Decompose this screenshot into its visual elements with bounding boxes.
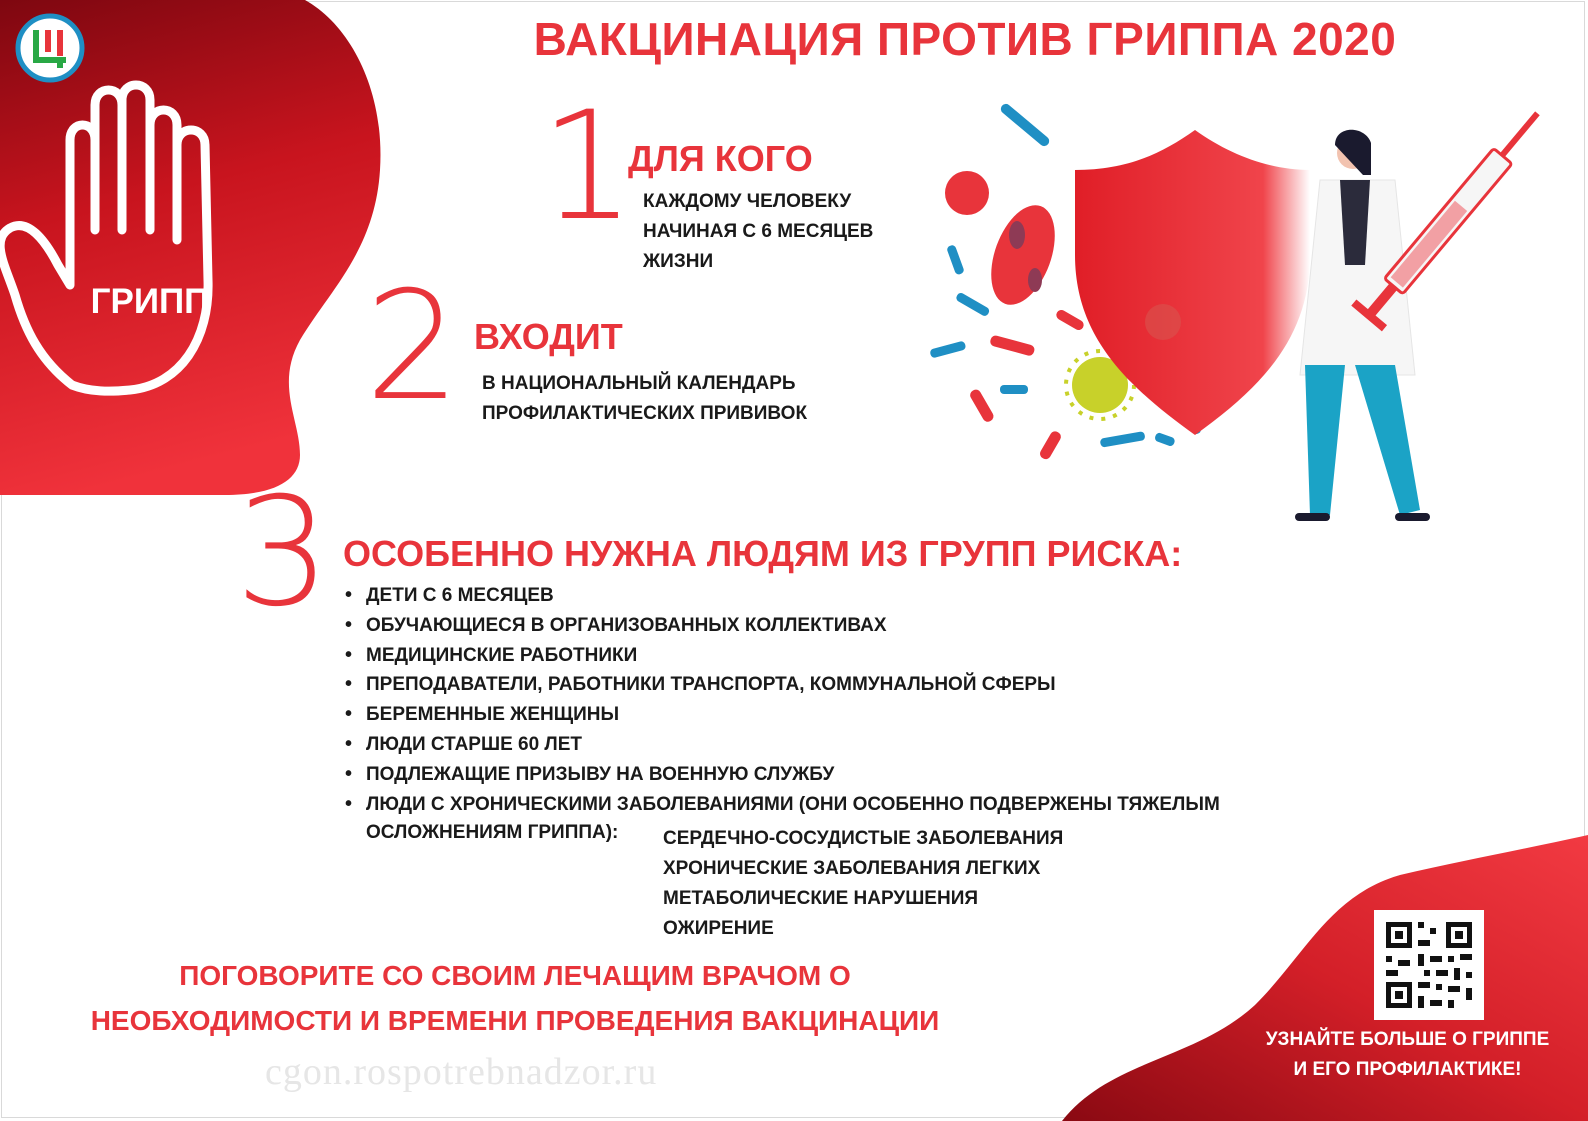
qr-code[interactable] — [1374, 910, 1484, 1020]
section-2-line: В НАЦИОНАЛЬНЫЙ КАЛЕНДАРЬ — [482, 373, 796, 394]
section-2-number: 2 — [365, 260, 461, 434]
section-1-number: 1 — [540, 80, 636, 254]
doctor-shield-syringe-illustration — [925, 75, 1575, 530]
list-item: • ПОДЛЕЖАЩИЕ ПРИЗЫВУ НА ВОЕННУЮ СЛУЖБУ — [345, 760, 1220, 790]
stop-hand-icon — [0, 80, 250, 400]
cta-line: ПОГОВОРИТЕ СО СВОИМ ЛЕЧАЩИМ ВРАЧОМ О — [179, 960, 851, 991]
learn-more-line: УЗНАЙТЕ БОЛЬШЕ О ГРИППЕ — [1265, 1029, 1550, 1050]
cta-line: НЕОБХОДИМОСТИ И ВРЕМЕНИ ПРОВЕДЕНИЯ ВАКЦИНАЦИИ — [90, 1005, 940, 1036]
page-title: ВАКЦИНАЦИЯ ПРОТИВ ГРИППА 2020 — [533, 13, 1397, 65]
call-to-action — [30, 953, 1000, 1043]
section-1-text — [643, 187, 873, 277]
list-item: • ЛЮДИ С ХРОНИЧЕСКИМИ ЗАБОЛЕВАНИЯМИ (ОНИ ОСОБЕННО ПОДВЕРЖЕНЫ ТЯЖЕЛЫМ — [345, 790, 1220, 820]
learn-more-line: И ЕГО ПРОФИЛАКТИКЕ! — [1293, 1059, 1522, 1080]
qr-code-icon — [1374, 910, 1484, 1020]
bacteria-red — [945, 171, 1085, 461]
section-2-heading: ВХОДИТ — [474, 316, 623, 357]
section-1-heading: ДЛЯ КОГО — [628, 138, 813, 179]
hand-label: ГРИПП — [90, 282, 210, 321]
section-3-number: 3 — [235, 466, 331, 640]
list-item: • ДЕТИ С 6 МЕСЯЦЕВ — [345, 581, 1220, 611]
list-item: • ЛЮДИ СТАРШЕ 60 ЛЕТ — [345, 730, 1220, 760]
center-logo-icon — [14, 12, 86, 84]
list-item: ХРОНИЧЕСКИЕ ЗАБОЛЕВАНИЯ ЛЕГКИХ — [663, 858, 1041, 879]
chronic-disease-list — [663, 824, 1063, 944]
list-item: • ПРЕПОДАВАТЕЛИ, РАБОТНИКИ ТРАНСПОРТА, КОММУНАЛЬНОЙ СФЕРЫ — [345, 670, 1220, 700]
list-item: МЕТАБОЛИЧЕСКИЕ НАРУШЕНИЯ — [663, 888, 979, 909]
section-2-text — [482, 369, 807, 429]
list-item: СЕРДЕЧНО-СОСУДИСТЫЕ ЗАБОЛЕВАНИЯ — [663, 828, 1064, 849]
list-item: • МЕДИЦИНСКИЕ РАБОТНИКИ — [345, 641, 1220, 671]
learn-more-text — [1235, 1025, 1580, 1085]
list-item: • ОБУЧАЮЩИЕСЯ В ОРГАНИЗОВАННЫХ КОЛЛЕКТИВАХ — [345, 611, 1220, 641]
section-2-line: ПРОФИЛАКТИЧЕСКИХ ПРИВИВОК — [482, 403, 808, 424]
section-1-line: ЖИЗНИ — [643, 251, 714, 272]
section-3-heading: ОСОБЕННО НУЖНА ЛЮДЯМ ИЗ ГРУПП РИСКА: — [343, 533, 1183, 574]
watermark: cgon.rospotrebnadzor.ru — [265, 1051, 658, 1093]
section-1-line: КАЖДОМУ ЧЕЛОВЕКУ — [643, 191, 852, 212]
list-item: • БЕРЕМЕННЫЕ ЖЕНЩИНЫ — [345, 700, 1220, 730]
list-item-continuation: ОСЛОЖНЕНИЯМ ГРИППА): — [366, 822, 619, 843]
section-1-line: НАЧИНАЯ С 6 МЕСЯЦЕВ — [643, 221, 874, 242]
doctor — [1295, 130, 1430, 521]
list-item: ОЖИРЕНИЕ — [663, 918, 774, 939]
risk-group-list — [345, 581, 1220, 819]
